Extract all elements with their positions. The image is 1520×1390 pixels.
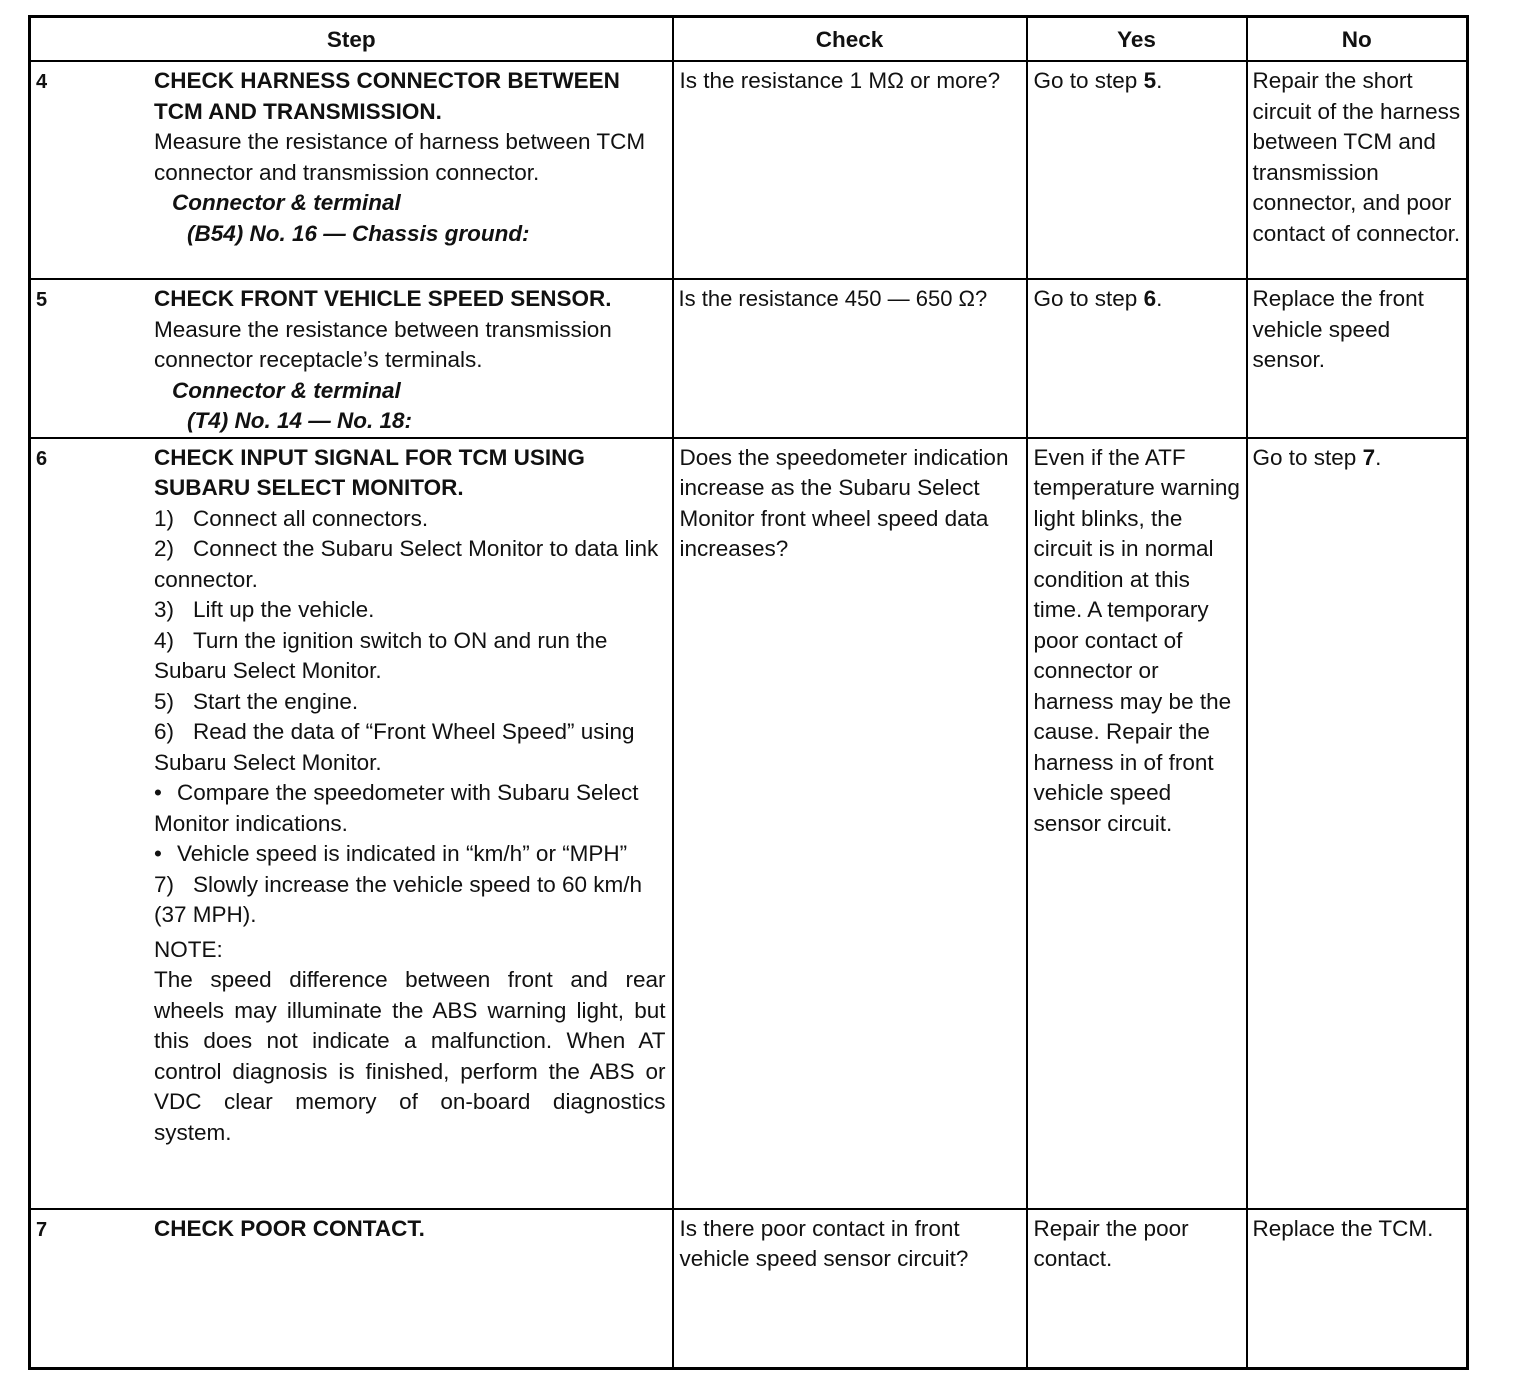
no-suffix: . [1375, 444, 1382, 470]
no-cell: Replace the TCM. [1247, 1209, 1468, 1369]
step-cell [30, 438, 673, 1209]
bullet-item: • Vehicle speed is indicated in “km/h” or “MPH” [154, 839, 668, 870]
sub-step: 2) Connect the Subaru Select Monitor to data link connector. [154, 536, 659, 592]
step-cell [30, 279, 673, 438]
step-cell [30, 61, 673, 279]
header-no: No [1247, 17, 1468, 62]
yes-cell [1027, 61, 1247, 279]
header-step: Step [30, 17, 673, 62]
yes-step-link: 6 [1143, 286, 1157, 311]
sub-step: 5) Start the engine. [154, 688, 359, 714]
step-number: 6 [36, 447, 48, 470]
yes-step-link: 5 [1143, 68, 1157, 93]
bullet-icon: • [154, 780, 162, 805]
diagnostic-table [28, 15, 1469, 1370]
no-cell: Replace the front vehicle speed sensor. [1247, 279, 1468, 438]
step-title: CHECK HARNESS CONNECTOR BETWEEN TCM AND TRANSMISSION. [154, 68, 620, 124]
step-instructions: Measure the resistance of harness between TCM connector and transmission connector. [154, 129, 646, 185]
check-cell: Is the resistance 1 MΩ or more? [673, 61, 1027, 279]
header-check: Check [673, 17, 1027, 62]
step-title: CHECK POOR CONTACT. [154, 1215, 425, 1241]
sub-step: 7) Slowly increase the vehicle speed to 60 km/h (37 MPH). [154, 871, 642, 927]
yes-suffix: . [1156, 68, 1163, 93]
sub-step: 6) Read the data of “Front Wheel Speed” using Subaru Select Monitor. [154, 719, 635, 775]
check-cell: Is the resistance 450 — 650 Ω? [673, 279, 1027, 438]
table-row [30, 1209, 1468, 1369]
step-cell [30, 1209, 673, 1369]
step-number: 4 [36, 71, 48, 93]
connector-spec: (T4) No. 14 — No. 18: [187, 408, 413, 433]
yes-cell [1027, 279, 1247, 438]
connector-label: Connector & terminal [172, 377, 401, 403]
sub-step: 1) Connect all connectors. [154, 505, 429, 531]
step-instructions: Measure the resistance between transmission connector receptacle’s terminals. [154, 316, 612, 372]
yes-cell: Repair the poor contact. [1027, 1209, 1247, 1369]
note-text: The speed difference between front and rear wheels may illuminate the ABS warning light, but this does not indicate a malfunction. When AT control diagnosis is finished, perform the ABS or VDC clear memory of on-board diagnostics system. [154, 967, 666, 1145]
step-title: CHECK FRONT VEHICLE SPEED SENSOR. [154, 286, 612, 311]
yes-prefix: Go to step [1033, 286, 1144, 311]
yes-prefix: Go to step [1033, 68, 1144, 93]
bullet-icon: • [154, 841, 162, 866]
no-prefix: Go to step [1252, 444, 1363, 470]
step-title: CHECK INPUT SIGNAL FOR TCM USING SUBARU SELECT MONITOR. [154, 444, 585, 500]
no-cell [1247, 438, 1468, 1209]
sub-step: 3) Lift up the vehicle. [154, 597, 375, 622]
bullet-item: • Compare the speedometer with Subaru Select Monitor indications. [154, 780, 639, 836]
no-cell: Repair the short circuit of the harness between TCM and transmission connector, and poor contact of connector. [1247, 61, 1468, 279]
check-cell: Is there poor contact in front vehicle speed sensor circuit? [673, 1209, 1027, 1369]
step-number: 7 [36, 1218, 48, 1241]
note-label: NOTE: [154, 936, 223, 962]
table-row [30, 279, 1468, 438]
header-row [30, 17, 1468, 62]
connector-label: Connector & terminal [172, 190, 401, 215]
table-row [30, 438, 1468, 1209]
check-cell: Does the speedometer indication increase as the Subaru Select Monitor front wheel speed data increases? [673, 438, 1027, 1209]
connector-spec: (B54) No. 16 — Chassis ground: [187, 220, 530, 246]
step-number: 5 [36, 289, 48, 311]
no-step-link: 7 [1362, 444, 1376, 470]
yes-cell: Even if the ATF temperature warning light blinks, the circuit is in normal condition at this time. A temporary poor contact of connector or harness may be the cause. Repair the harness in of front vehicle speed sensor circuit. [1027, 438, 1247, 1209]
table-row [30, 61, 1468, 279]
sub-step: 4) Turn the ignition switch to ON and run the Subaru Select Monitor. [154, 627, 608, 683]
yes-suffix: . [1156, 286, 1163, 311]
header-yes: Yes [1027, 17, 1247, 62]
